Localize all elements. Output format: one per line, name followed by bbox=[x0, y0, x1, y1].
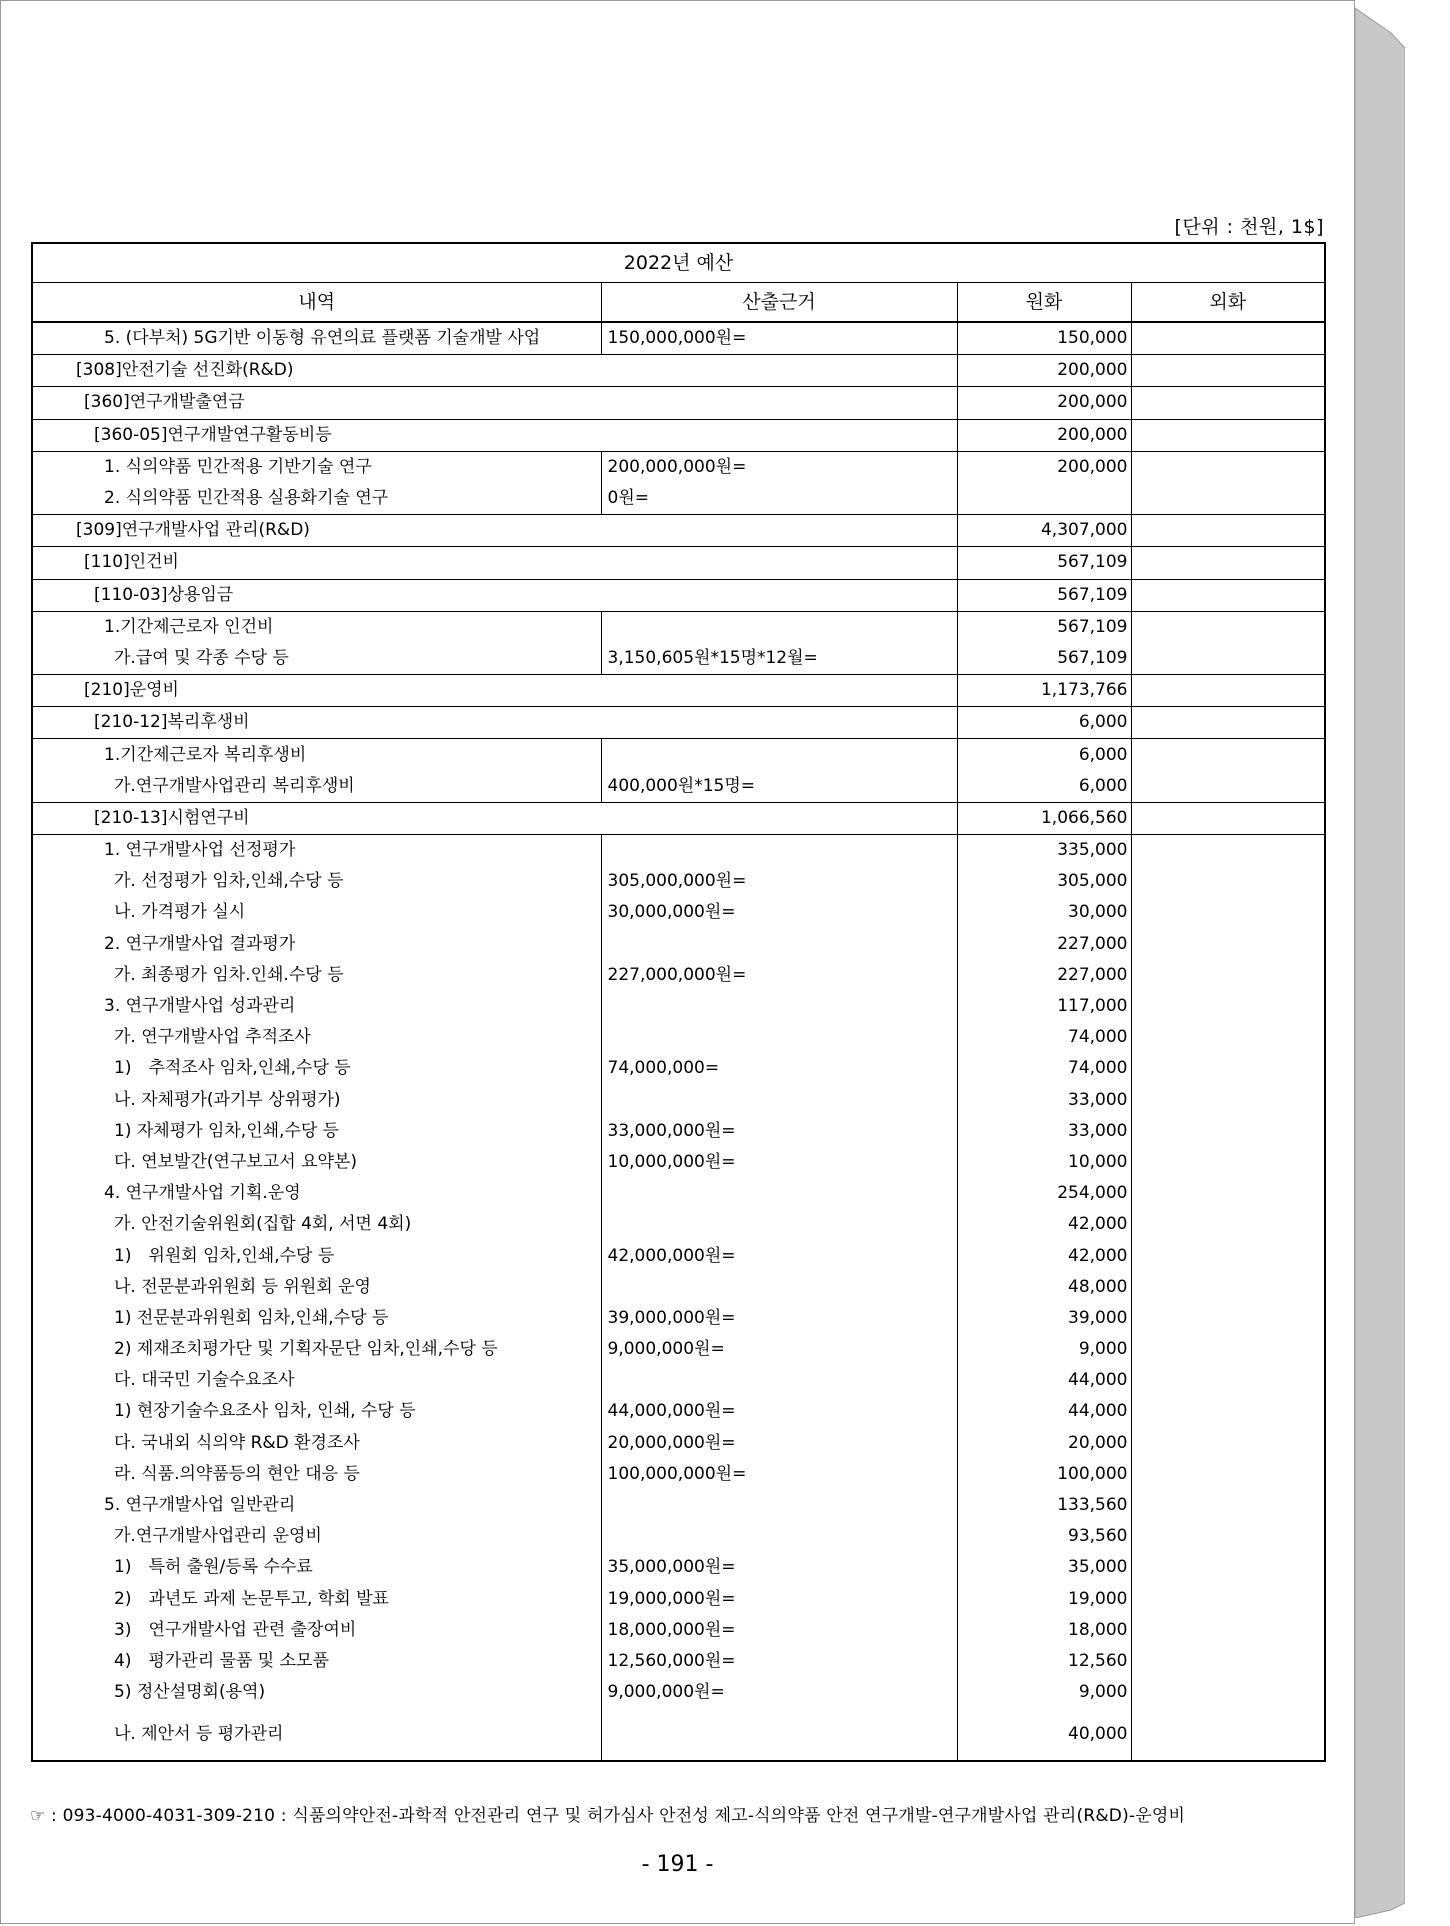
basis-cell: 44,000,000원= bbox=[601, 1396, 957, 1427]
item-cell: [210-13]시험연구비 bbox=[33, 802, 957, 834]
item-cell: 가. 연구개발사업 추적조사 bbox=[114, 1027, 311, 1048]
krw-cell: 10,000 bbox=[957, 1147, 1131, 1178]
foreign-cell bbox=[1131, 707, 1324, 739]
item-cell: 가. 선정평가 임차,인쇄,수당 등 bbox=[114, 871, 344, 892]
krw-cell: 227,000 bbox=[957, 929, 1131, 960]
krw-cell: 305,000 bbox=[957, 866, 1131, 897]
foreign-cell bbox=[1131, 1022, 1324, 1053]
foreign-cell bbox=[1131, 1396, 1324, 1427]
krw-cell: 44,000 bbox=[957, 1396, 1131, 1427]
item-cell: 1. 연구개발사업 선정평가 bbox=[33, 835, 601, 867]
krw-cell: 117,000 bbox=[957, 991, 1131, 1022]
basis-cell: 100,000,000원= bbox=[601, 1459, 957, 1490]
item-cell: [110]인건비 bbox=[33, 547, 957, 579]
budget-table-wrapper bbox=[31, 242, 1326, 1762]
foreign-cell bbox=[1131, 1677, 1324, 1708]
basis-cell bbox=[601, 1521, 957, 1552]
krw-cell: 30,000 bbox=[957, 897, 1131, 928]
item-cell: 가. 안전기술위원회(집합 4회, 서면 4회) bbox=[114, 1214, 412, 1235]
basis-cell bbox=[601, 1490, 957, 1521]
basis-cell bbox=[601, 739, 957, 771]
basis-cell: 150,000,000원= bbox=[601, 322, 957, 355]
item-cell: 나. 전문분과위원회 등 위원회 운영 bbox=[114, 1276, 371, 1297]
basis-cell: 12,560,000원= bbox=[601, 1646, 957, 1677]
foreign-cell bbox=[1131, 960, 1324, 991]
table-row bbox=[33, 1116, 1324, 1147]
krw-cell: 200,000 bbox=[957, 355, 1131, 387]
foreign-cell bbox=[1131, 835, 1324, 867]
foreign-cell bbox=[1131, 1459, 1324, 1490]
item-cell: 5. (다부처) 5G기반 이동형 유연의료 플랫폼 기술개발 사업 bbox=[104, 328, 541, 349]
item-cell: [308]안전기술 선진화(R&D) bbox=[33, 355, 957, 387]
foreign-cell bbox=[1131, 1053, 1324, 1084]
foreign-cell bbox=[1131, 1272, 1324, 1303]
table-row bbox=[33, 1303, 1324, 1334]
item-cell: 2) 제재조치평가단 및 기획자문단 임차,인쇄,수당 등 bbox=[114, 1339, 498, 1360]
item-cell: 2. 연구개발사업 결과평가 bbox=[104, 933, 296, 954]
table-row bbox=[33, 322, 1324, 355]
footnote: ☞ : 093-4000-4031-309-210 : 식품의약안전-과학적 안전관리 연구 및 허가심사 안전성 제고-식의약품 안전 연구개발-연구개발사업 관리(R&D)-운영비 bbox=[30, 1806, 1186, 1826]
item-cell: [110-03]상용임금 bbox=[33, 579, 957, 611]
item-cell: 가.연구개발사업관리 운영비 bbox=[114, 1526, 322, 1547]
item-cell: [360]연구개발출연금 bbox=[33, 387, 957, 419]
table-row bbox=[33, 960, 1324, 991]
foreign-cell bbox=[1131, 1428, 1324, 1459]
basis-cell bbox=[601, 1022, 957, 1053]
krw-cell: 9,000 bbox=[957, 1334, 1131, 1365]
basis-cell bbox=[601, 1708, 957, 1760]
item-cell: [360-05]연구개발연구활동비등 bbox=[33, 419, 957, 451]
foreign-cell bbox=[1131, 1615, 1324, 1646]
table-row bbox=[33, 1396, 1324, 1427]
foreign-cell bbox=[1131, 1116, 1324, 1147]
item-cell: [210-12]복리후생비 bbox=[33, 707, 957, 739]
budget-table bbox=[33, 244, 1324, 1760]
table-row bbox=[33, 1490, 1324, 1521]
foreign-cell bbox=[1131, 929, 1324, 960]
basis-cell bbox=[601, 1085, 957, 1116]
table-row bbox=[33, 1428, 1324, 1459]
item-cell: 1) 위원회 임차,인쇄,수당 등 bbox=[114, 1245, 335, 1266]
table-row bbox=[33, 387, 1324, 419]
krw-cell: 4,307,000 bbox=[957, 515, 1131, 547]
basis-cell: 400,000원*15명= bbox=[601, 771, 957, 803]
basis-cell: 19,000,000원= bbox=[601, 1584, 957, 1615]
krw-cell: 74,000 bbox=[957, 1053, 1131, 1084]
column-header-basis: 산출근거 bbox=[601, 283, 957, 323]
foreign-cell bbox=[1131, 1708, 1324, 1760]
krw-cell: 20,000 bbox=[957, 1428, 1131, 1459]
basis-cell bbox=[601, 929, 957, 960]
foreign-cell bbox=[1131, 991, 1324, 1022]
basis-cell bbox=[601, 1209, 957, 1240]
item-cell: 다. 대국민 기술수요조사 bbox=[114, 1370, 295, 1391]
item-cell: 나. 자체평가(과기부 상위평가) bbox=[114, 1089, 341, 1110]
table-row bbox=[33, 643, 1324, 675]
basis-cell: 3,150,605원*15명*12월= bbox=[601, 643, 957, 675]
item-cell: 4) 평가관리 물품 및 소모품 bbox=[114, 1650, 329, 1671]
foreign-cell bbox=[1131, 866, 1324, 897]
krw-cell: 19,000 bbox=[957, 1584, 1131, 1615]
table-row bbox=[33, 515, 1324, 547]
basis-cell bbox=[601, 1365, 957, 1396]
item-cell: 2. 식의약품 민간적용 실용화기술 연구 bbox=[104, 488, 389, 509]
basis-cell: 74,000,000= bbox=[601, 1053, 957, 1084]
table-row bbox=[33, 1677, 1324, 1708]
table-row bbox=[33, 835, 1324, 867]
table-row bbox=[33, 897, 1324, 928]
krw-cell: 133,560 bbox=[957, 1490, 1131, 1521]
column-header-item: 내역 bbox=[33, 283, 601, 323]
table-row bbox=[33, 1240, 1324, 1271]
item-cell: 나. 제안서 등 평가관리 bbox=[114, 1724, 284, 1745]
krw-cell: 100,000 bbox=[957, 1459, 1131, 1490]
item-cell: 가.급여 및 각종 수당 등 bbox=[114, 647, 289, 668]
table-row bbox=[33, 866, 1324, 897]
krw-cell: 6,000 bbox=[957, 739, 1131, 771]
basis-cell: 33,000,000원= bbox=[601, 1116, 957, 1147]
page-curl-shadow bbox=[1355, 8, 1405, 1918]
basis-cell bbox=[601, 991, 957, 1022]
table-row bbox=[33, 1708, 1324, 1760]
foreign-cell bbox=[1131, 1209, 1324, 1240]
table-row bbox=[33, 707, 1324, 739]
table-row bbox=[33, 991, 1324, 1022]
table-row bbox=[33, 547, 1324, 579]
krw-cell: 567,109 bbox=[957, 643, 1131, 675]
column-header-krw: 원화 bbox=[957, 283, 1131, 323]
krw-cell: 93,560 bbox=[957, 1521, 1131, 1552]
table-row bbox=[33, 579, 1324, 611]
krw-cell: 567,109 bbox=[957, 547, 1131, 579]
foreign-cell bbox=[1131, 611, 1324, 643]
krw-cell: 200,000 bbox=[957, 387, 1131, 419]
item-cell: 1) 전문분과위원회 임차,인쇄,수당 등 bbox=[114, 1307, 389, 1328]
foreign-cell bbox=[1131, 419, 1324, 451]
foreign-cell bbox=[1131, 1365, 1324, 1396]
table-row bbox=[33, 1615, 1324, 1646]
table-row bbox=[33, 1521, 1324, 1552]
basis-cell: 18,000,000원= bbox=[601, 1615, 957, 1646]
basis-cell: 9,000,000원= bbox=[601, 1677, 957, 1708]
basis-cell: 0원= bbox=[601, 483, 957, 515]
krw-cell: 335,000 bbox=[957, 835, 1131, 867]
table-row bbox=[33, 611, 1324, 643]
item-cell: 2) 과년도 과제 논문투고, 학회 발표 bbox=[114, 1588, 389, 1609]
krw-cell: 42,000 bbox=[957, 1240, 1131, 1271]
table-row bbox=[33, 771, 1324, 803]
item-cell: 1. 식의약품 민간적용 기반기술 연구 bbox=[33, 451, 601, 483]
foreign-cell bbox=[1131, 1303, 1324, 1334]
table-row bbox=[33, 1584, 1324, 1615]
item-cell: [309]연구개발사업 관리(R&D) bbox=[33, 515, 957, 547]
foreign-cell bbox=[1131, 322, 1324, 355]
column-header-foreign: 외화 bbox=[1131, 283, 1324, 323]
foreign-cell bbox=[1131, 355, 1324, 387]
foreign-cell bbox=[1131, 771, 1324, 803]
foreign-cell bbox=[1131, 643, 1324, 675]
krw-cell: 1,066,560 bbox=[957, 802, 1131, 834]
item-cell: 5) 정산설명회(용역) bbox=[114, 1682, 266, 1703]
table-row bbox=[33, 1646, 1324, 1677]
table-row bbox=[33, 1147, 1324, 1178]
foreign-cell bbox=[1131, 579, 1324, 611]
foreign-cell bbox=[1131, 387, 1324, 419]
table-row bbox=[33, 1209, 1324, 1240]
krw-cell: 33,000 bbox=[957, 1085, 1131, 1116]
item-cell: 1.기간제근로자 인건비 bbox=[33, 611, 601, 643]
item-cell: 라. 식품.의약품등의 현안 대응 등 bbox=[114, 1463, 360, 1484]
table-row bbox=[33, 1022, 1324, 1053]
krw-cell: 48,000 bbox=[957, 1272, 1131, 1303]
item-cell: 1) 자체평가 임차,인쇄,수당 등 bbox=[114, 1120, 340, 1141]
table-row bbox=[33, 1365, 1324, 1396]
basis-cell: 305,000,000원= bbox=[601, 866, 957, 897]
krw-cell: 39,000 bbox=[957, 1303, 1131, 1334]
basis-cell: 227,000,000원= bbox=[601, 960, 957, 991]
foreign-cell bbox=[1131, 451, 1324, 483]
krw-cell: 44,000 bbox=[957, 1365, 1131, 1396]
basis-cell: 20,000,000원= bbox=[601, 1428, 957, 1459]
table-row bbox=[33, 355, 1324, 387]
krw-cell: 6,000 bbox=[957, 707, 1131, 739]
table-row bbox=[33, 1459, 1324, 1490]
foreign-cell bbox=[1131, 1178, 1324, 1209]
item-cell: 가. 최종평가 임차.인쇄.수당 등 bbox=[114, 964, 344, 985]
foreign-cell bbox=[1131, 1334, 1324, 1365]
item-cell: 가.연구개발사업관리 복리후생비 bbox=[114, 775, 355, 796]
krw-cell: 200,000 bbox=[957, 419, 1131, 451]
foreign-cell bbox=[1131, 515, 1324, 547]
krw-cell: 9,000 bbox=[957, 1677, 1131, 1708]
krw-cell: 1,173,766 bbox=[957, 675, 1131, 707]
table-row bbox=[33, 1053, 1324, 1084]
unit-label: [단위 : 천원, 1$] bbox=[1174, 216, 1324, 238]
foreign-cell bbox=[1131, 547, 1324, 579]
item-cell: 3) 연구개발사업 관련 출장여비 bbox=[114, 1619, 357, 1640]
item-cell: 다. 국내외 식의약 R&D 환경조사 bbox=[114, 1432, 360, 1453]
item-cell: 1) 추적조사 임차,인쇄,수당 등 bbox=[114, 1058, 351, 1079]
foreign-cell bbox=[1131, 1552, 1324, 1583]
foreign-cell bbox=[1131, 1147, 1324, 1178]
basis-cell bbox=[601, 835, 957, 867]
item-cell: 1) 특허 출원/등록 수수료 bbox=[114, 1557, 313, 1578]
item-cell: [210]운영비 bbox=[33, 675, 957, 707]
foreign-cell bbox=[1131, 1521, 1324, 1552]
krw-cell: 18,000 bbox=[957, 1615, 1131, 1646]
basis-cell: 200,000,000원= bbox=[601, 451, 957, 483]
krw-cell: 200,000 bbox=[957, 451, 1131, 483]
krw-cell: 35,000 bbox=[957, 1552, 1131, 1583]
krw-cell: 227,000 bbox=[957, 960, 1131, 991]
table-row bbox=[33, 419, 1324, 451]
item-cell: 다. 연보발간(연구보고서 요약본) bbox=[114, 1151, 357, 1172]
table-row bbox=[33, 451, 1324, 483]
basis-cell: 9,000,000원= bbox=[601, 1334, 957, 1365]
table-row bbox=[33, 802, 1324, 834]
krw-cell: 42,000 bbox=[957, 1209, 1131, 1240]
basis-cell: 39,000,000원= bbox=[601, 1303, 957, 1334]
page-number: - 191 - bbox=[641, 1852, 714, 1877]
foreign-cell bbox=[1131, 897, 1324, 928]
table-row bbox=[33, 1178, 1324, 1209]
table-row bbox=[33, 1334, 1324, 1365]
table-row bbox=[33, 1552, 1324, 1583]
krw-cell: 254,000 bbox=[957, 1178, 1131, 1209]
basis-cell bbox=[601, 1178, 957, 1209]
budget-table-body bbox=[33, 322, 1324, 1760]
item-cell: 3. 연구개발사업 성과관리 bbox=[104, 996, 296, 1017]
item-cell: 1.기간제근로자 복리후생비 bbox=[33, 739, 601, 771]
krw-cell: 74,000 bbox=[957, 1022, 1131, 1053]
basis-cell: 30,000,000원= bbox=[601, 897, 957, 928]
year-header: 2022년 예산 bbox=[33, 244, 1324, 283]
basis-cell bbox=[601, 1272, 957, 1303]
table-row bbox=[33, 929, 1324, 960]
foreign-cell bbox=[1131, 802, 1324, 834]
table-row bbox=[33, 675, 1324, 707]
table-row bbox=[33, 1272, 1324, 1303]
item-cell: 4. 연구개발사업 기획.운영 bbox=[104, 1183, 301, 1204]
basis-cell bbox=[601, 611, 957, 643]
krw-cell: 40,000 bbox=[957, 1708, 1131, 1760]
krw-cell: 567,109 bbox=[957, 579, 1131, 611]
krw-cell: 150,000 bbox=[957, 322, 1131, 355]
item-cell: 5. 연구개발사업 일반관리 bbox=[104, 1495, 296, 1516]
foreign-cell bbox=[1131, 675, 1324, 707]
krw-cell bbox=[957, 483, 1131, 515]
foreign-cell bbox=[1131, 483, 1324, 515]
table-row bbox=[33, 483, 1324, 515]
foreign-cell bbox=[1131, 1584, 1324, 1615]
table-row bbox=[33, 1085, 1324, 1116]
krw-cell: 567,109 bbox=[957, 611, 1131, 643]
table-row bbox=[33, 739, 1324, 771]
krw-cell: 12,560 bbox=[957, 1646, 1131, 1677]
basis-cell: 42,000,000원= bbox=[601, 1240, 957, 1271]
foreign-cell bbox=[1131, 739, 1324, 771]
foreign-cell bbox=[1131, 1490, 1324, 1521]
foreign-cell bbox=[1131, 1646, 1324, 1677]
item-cell: 나. 가격평가 실시 bbox=[114, 902, 246, 923]
item-cell: 1) 현장기술수요조사 임차, 인쇄, 수당 등 bbox=[114, 1401, 416, 1422]
krw-cell: 33,000 bbox=[957, 1116, 1131, 1147]
basis-cell: 35,000,000원= bbox=[601, 1552, 957, 1583]
basis-cell: 10,000,000원= bbox=[601, 1147, 957, 1178]
krw-cell: 6,000 bbox=[957, 771, 1131, 803]
foreign-cell bbox=[1131, 1240, 1324, 1271]
foreign-cell bbox=[1131, 1085, 1324, 1116]
